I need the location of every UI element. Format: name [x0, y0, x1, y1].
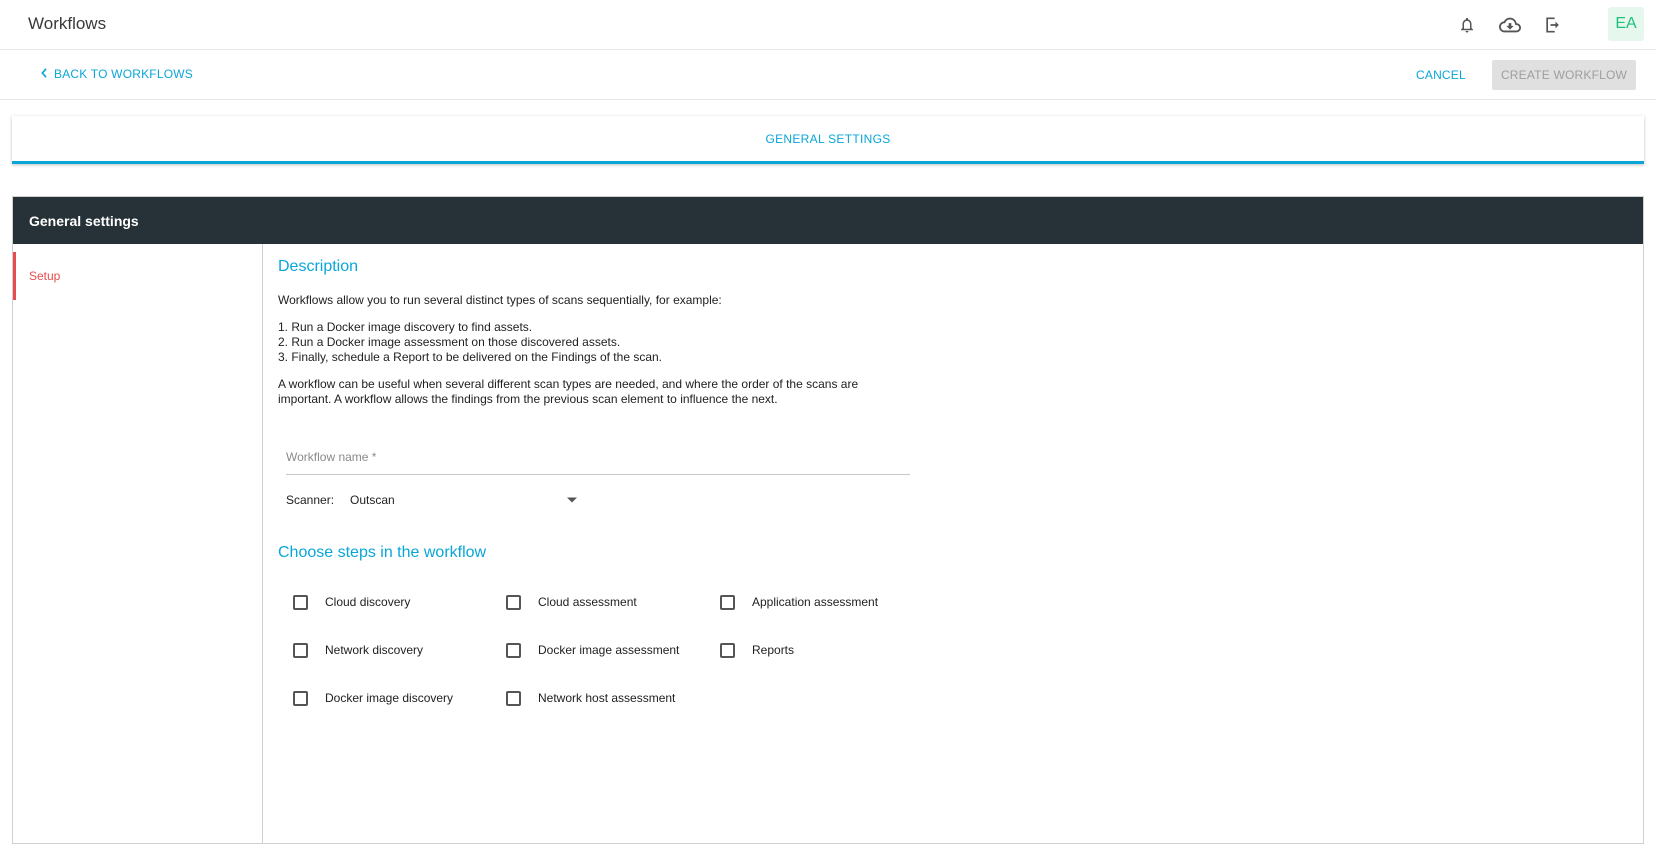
checkbox[interactable]	[506, 595, 521, 610]
checkbox[interactable]	[720, 595, 735, 610]
workflow-name-field	[286, 440, 910, 475]
scanner-row	[286, 488, 578, 512]
workflow-name-input[interactable]	[286, 442, 910, 472]
step-label: Reports	[752, 643, 795, 657]
step-label: Cloud assessment	[538, 595, 637, 609]
steps-title: Choose steps in the workflow	[278, 544, 487, 561]
step-option[interactable]	[506, 638, 679, 662]
cloud-download-icon[interactable]	[1498, 13, 1522, 37]
checkbox[interactable]	[506, 691, 521, 706]
caret-down-icon	[566, 493, 578, 507]
description-step: 3. Finally, schedule a Report to be delivered on the Findings of the scan.	[278, 350, 663, 364]
step-label: Network discovery	[325, 643, 424, 657]
checkbox[interactable]	[293, 643, 308, 658]
step-option[interactable]	[293, 638, 423, 662]
step-option[interactable]	[720, 590, 878, 614]
scanner-label: Scanner:	[286, 493, 335, 507]
avatar[interactable]: EA	[1608, 7, 1644, 41]
tab-bar	[12, 116, 1644, 164]
general-settings-panel	[12, 196, 1644, 844]
panel-sidebar	[13, 244, 263, 843]
description-intro: Workflows allow you to run several distinct types of scans sequentially, for example:	[278, 293, 722, 307]
page-title: Workflows	[28, 14, 107, 33]
step-option[interactable]	[293, 686, 453, 710]
description-outro: A workflow can be useful when several different scan types are needed, and where the order of the scans are important. A workflow allows the findings from the previous scan element to influence the next.	[278, 377, 859, 406]
bell-icon[interactable]	[1455, 13, 1479, 37]
description-step: 1. Run a Docker image discovery to find assets.	[278, 320, 533, 334]
step-option[interactable]	[506, 686, 675, 710]
app-bar	[0, 0, 1656, 50]
step-label: Application assessment	[752, 595, 879, 609]
step-label: Cloud discovery	[325, 595, 411, 609]
tab-general-settings[interactable]: GENERAL SETTINGS	[765, 131, 891, 146]
sidebar-item-label: Setup	[29, 269, 61, 283]
step-option[interactable]	[293, 590, 410, 614]
step-option[interactable]	[506, 590, 637, 614]
scanner-value: Outscan	[350, 493, 395, 507]
create-workflow-button[interactable]: CREATE WORKFLOW	[1492, 60, 1636, 90]
step-label: Network host assessment	[538, 691, 676, 705]
step-label: Docker image assessment	[538, 643, 680, 657]
back-to-workflows-link[interactable]	[40, 67, 193, 81]
checkbox[interactable]	[293, 691, 308, 706]
step-label: Docker image discovery	[325, 691, 454, 705]
checkbox[interactable]	[720, 643, 735, 658]
back-to-workflows-label: BACK TO WORKFLOWS	[54, 67, 193, 81]
sidebar-item-setup[interactable]	[13, 252, 262, 300]
description-step: 2. Run a Docker image assessment on those discovered assets.	[278, 335, 621, 349]
panel-header: General settings	[13, 197, 1643, 244]
scanner-select[interactable]	[350, 488, 578, 512]
chevron-left-icon	[40, 67, 48, 81]
checkbox[interactable]	[293, 595, 308, 610]
action-bar	[0, 50, 1656, 100]
cancel-button[interactable]: CANCEL	[1416, 68, 1466, 82]
logout-icon[interactable]	[1541, 13, 1565, 37]
checkbox[interactable]	[506, 643, 521, 658]
description-title: Description	[278, 258, 359, 275]
step-option[interactable]	[720, 638, 794, 662]
